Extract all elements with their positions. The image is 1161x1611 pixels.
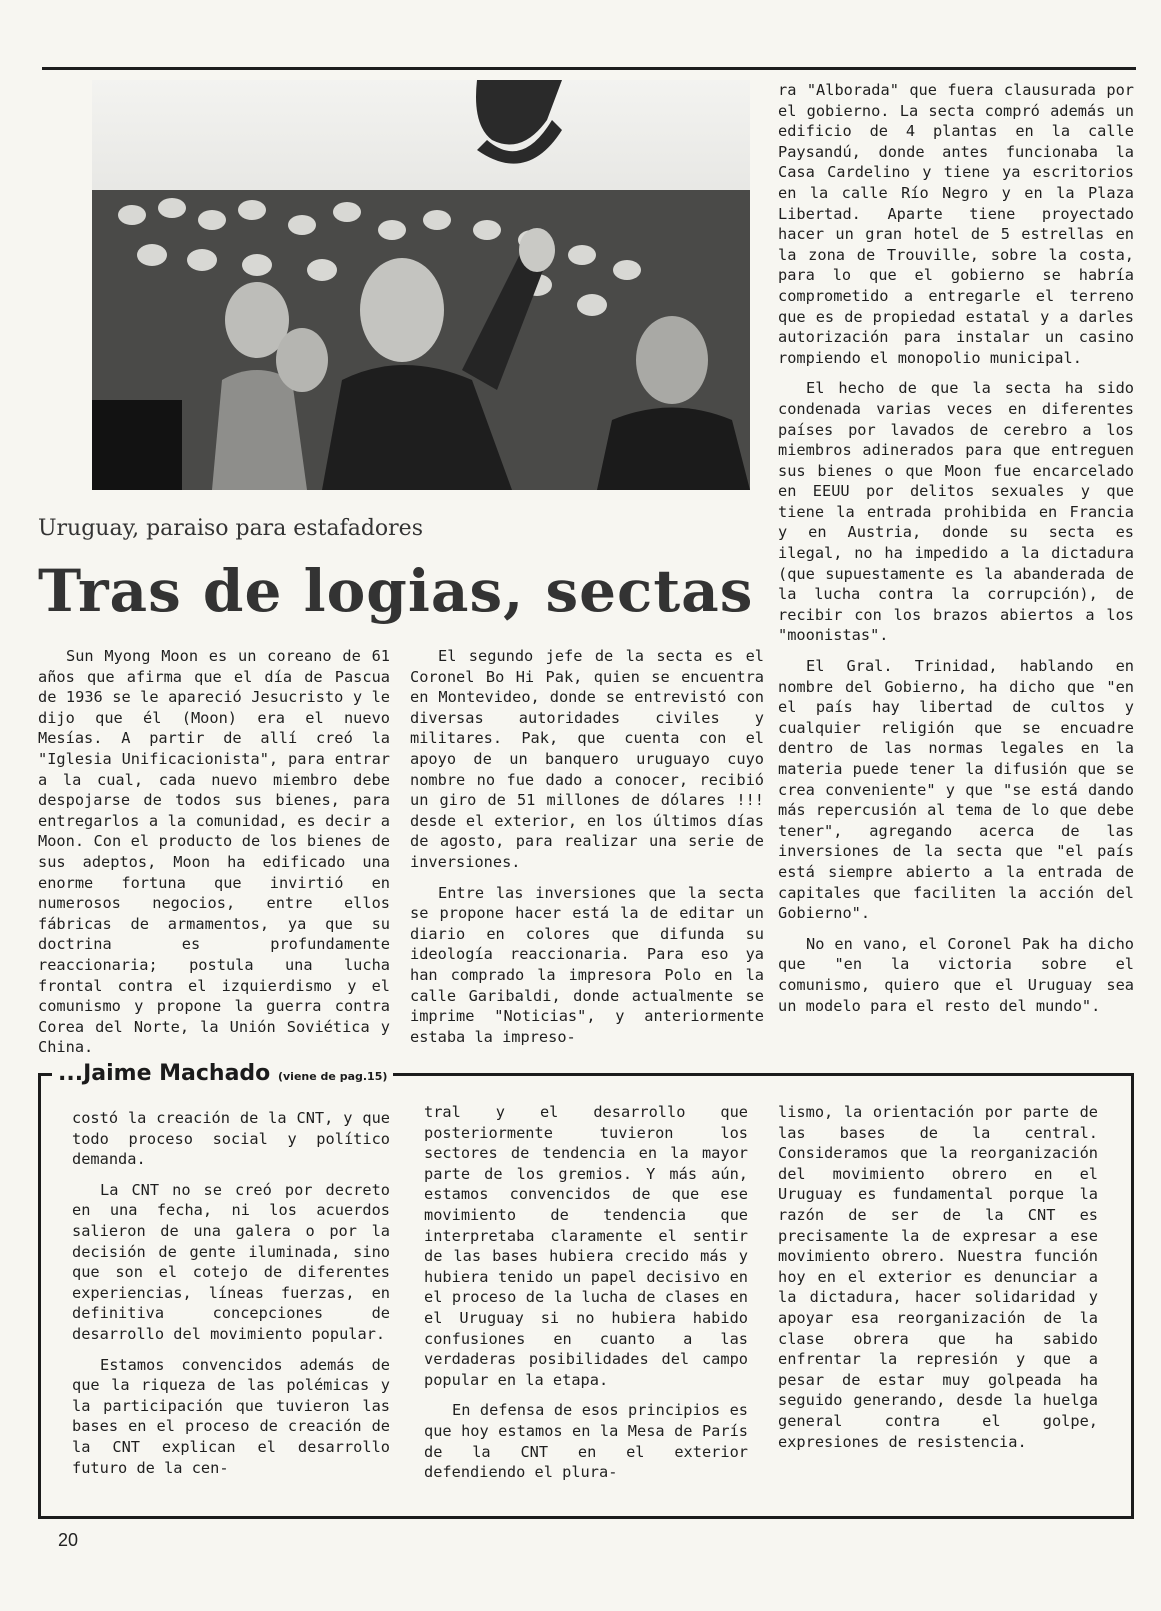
article-paragraph: El Gral. Trinidad, hablando en nombre del Gobierno, ha dicho que "en el país hay libertad de cultos y cualquier religión que se encuadre dentro de las normas legales en la materia puede tener la difusión que se crea conveniente" y que "se está dando más repercusión al tema de lo que debe tener", agregando acerca de las inversiones de la secta que "el país está siempre abierto a la entrada de capitales que faciliten la acción del Gobierno". — [778, 657, 1134, 923]
continuation-column-3 — [778, 1102, 1098, 1462]
continuation-paragraph: tral y el desarrollo que posteriormente tuvieron los sectores de tendencia en la mayor parte de los gremios. Y más aún, estamos convencidos de que ese movimiento de tendencia que interpretaba claramente el sentir de las bases hubiera crecido más y hubiera tenido un papel decisivo en el proceso de la lucha de clases en el Uruguay si no hubiera habido confusiones en cuanto a las verdaderas posibilidades del campo popular en la etapa. — [424, 1103, 748, 1389]
article-paragraph: Entre las inversiones que la secta se propone hacer está la de editar un diario en colores que difunda su ideología reaccionaria. Para eso ya han comprado la impresora Polo en la calle Garibaldi, donde actualmente se imprime "Noticias", y anteriormente estaba la impreso- — [410, 883, 764, 1046]
news-photo — [92, 80, 750, 490]
article-column-1 — [38, 646, 390, 1068]
article-column-2 — [410, 646, 764, 1057]
crowd-photo-image — [92, 80, 750, 490]
continuation-paragraph: La CNT no se creó por decreto en una fecha, ni los acuerdos salieron de una galera o por la decisión de gente iluminada, sino que son el cotejo de diferentes experiencias, líneas fuerzas, en definitiva concepciones de desarrollo del movimiento popular. — [72, 1180, 390, 1343]
top-rule — [42, 67, 1136, 70]
continuation-column-2 — [424, 1102, 748, 1493]
article-paragraph: ra "Alborada" que fuera clausurada por el gobierno. La secta compró además un edificio de 4 plantas en la calle Paysandú, donde antes funcionaba la Casa Cardelino y tiene ya escritorios en la calle Río Negro y en la Plaza Libertad. Aparte tiene proyectado hacer un gran hotel de 5 estrellas en la zona de Trouville, sobre la costa, para lo que el gobierno se habría comprometido a entregarle el terreno que es de propiedad estatal y a darles autorización para instalar un casino rompiendo el monopolio municipal. — [778, 81, 1134, 367]
continuation-paragraph: Estamos convencidos además de que la riqueza de las polémicas y la participación que tuvieron las bases en el proceso de creación de la CNT explican el desarrollo futuro de la cen- — [72, 1355, 390, 1477]
page-number: 20 — [58, 1530, 79, 1550]
continuation-title — [52, 1061, 393, 1086]
article-kicker: Uruguay, paraiso para estafadores — [38, 516, 423, 541]
continuation-paragraph: lismo, la orientación por parte de las bases de la central. Consideramos que la reorganización del movimiento obrero en el Uruguay es fundamental porque la razón de ser de la CNT es precisamente la de expresar a ese movimiento obrero. Nuestra función hoy en el exterior es denunciar a la dictadura, hacer solidaridad y apoyar esa reorganización de la clase obrera que ha sabido enfrentar la represión y que a pesar de estar muy golpeada ha seguido generando, desde la huelga general contra el golpe, expresiones de resistencia. — [778, 1103, 1098, 1451]
article-paragraph: Sun Myong Moon es un coreano de 61 años que afirma que el día de Pascua de 1936 se le apareció Jesucristo y le dijo que él (Moon) era el nuevo Mesías. A partir de allí creó la "Iglesia Unificacionista", para entrar a la cual, cada nuevo miembro debe despojarse de todos sus bienes, para entregarlos a la comunidad, es decir a Moon. Con el producto de los bienes de sus adeptos, Moon ha edificado una enorme fortuna que invirtió en numerosos negocios, entre ellos fábricas de armamentos, ya que su doctrina es profundamente reaccionaria; postula una lucha frontal contra el izquierdismo y el comunismo y propone la guerra contra Corea del Norte, la Unión Soviética y China. — [38, 647, 390, 1057]
continuation-column-1 — [72, 1108, 390, 1488]
article-paragraph: El hecho de que la secta ha sido condenada varias veces en diferentes países por lavados de cerebro a los miembros adinerados para que entreguen sus bienes o que Moon fue encarcelado en EEUU por delitos sexuales y que tiene la entrada prohibida en Francia y en Austria, donde su secta es ilegal, no ha impedido a la dictadura (que supuestamente es la abanderada de la lucha contra la corrupción), de recibir con los brazos abiertos a los "moonistas". — [778, 379, 1134, 645]
continuation-note: (viene de pag.15) — [277, 1070, 388, 1083]
article-column-3 — [778, 80, 1134, 1026]
continuation-paragraph: costó la creación de la CNT, y que todo proceso social y político demanda. — [72, 1109, 390, 1169]
article-paragraph: No en vano, el Coronel Pak ha dicho que "en la victoria sobre el comunismo, quiero que el Uruguay sea un modelo para el resto del mundo". — [778, 934, 1134, 1015]
continuation-title-text: ...Jaime Machado — [58, 1061, 271, 1086]
continuation-paragraph: En defensa de esos principios es que hoy estamos en la Mesa de París de la CNT en el exterior defendiendo el plura- — [424, 1401, 748, 1482]
article-headline: Tras de logias, sectas — [38, 557, 754, 625]
article-paragraph: El segundo jefe de la secta es el Coronel Bo Hi Pak, quien se encuentra en Montevideo, donde se entrevistó con diversas autoridades civiles y militares. Pak, que cuenta con el apoyo de un banquero uruguayo cuyo nombre no fue dado a conocer, recibió un giro de 51 millones de dólares !!! desde el exterior, en los últimos días de agosto, para realizar una serie de inversiones. — [410, 647, 764, 871]
